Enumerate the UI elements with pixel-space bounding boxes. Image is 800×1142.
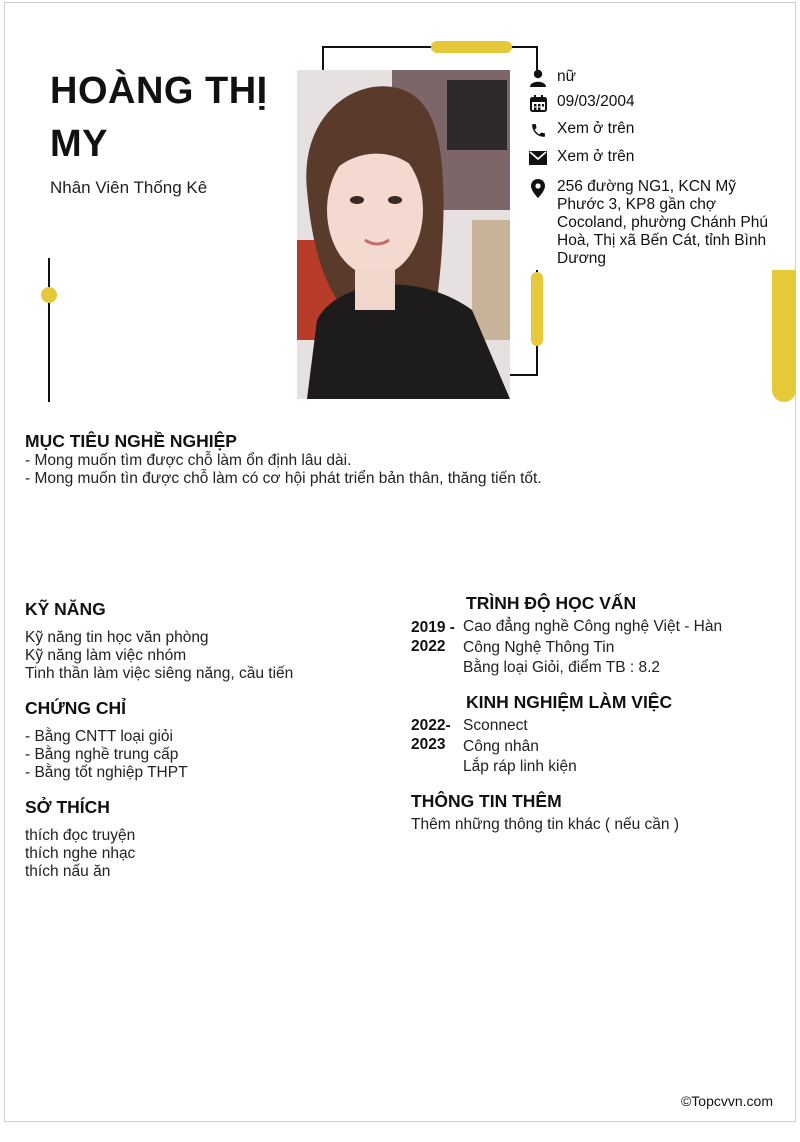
skills-list <box>25 629 385 683</box>
decor-yellow-bar-right <box>531 272 543 346</box>
extra-info-title: THÔNG TIN THÊM <box>411 791 562 811</box>
address-row <box>528 178 778 268</box>
experience-company: Sconnect <box>463 717 528 734</box>
hobbies-title: SỞ THÍCH <box>25 797 110 817</box>
gender-value: nữ <box>557 68 576 85</box>
hobby-item: thích đọc truyện <box>25 827 136 844</box>
certificates-list <box>25 728 385 782</box>
job-title: Nhân Viên Thống Kê <box>50 178 208 197</box>
email-value: Xem ở trên <box>557 148 635 165</box>
education-grade: Bằng loại Giỏi, điểm TB : 8.2 <box>463 659 661 676</box>
education-year-start: 2019 - <box>411 619 455 636</box>
education-title: TRÌNH ĐỘ HỌC VẤN <box>466 593 637 613</box>
decor-yellow-dot <box>41 287 57 303</box>
photo-frame-left <box>322 46 324 72</box>
certificate-item: - Bằng tốt nghiệp THPT <box>25 764 188 781</box>
gender-row <box>528 68 778 88</box>
education-year-end: 2022 <box>411 638 446 655</box>
objective-body <box>25 452 765 488</box>
hobby-item: thích nghe nhạc <box>25 845 136 862</box>
education-school: Cao đẳng nghề Công nghệ Việt - Hàn <box>463 618 723 635</box>
certificate-item: - Bằng nghề trung cấp <box>25 746 179 763</box>
name-line-1: HOÀNG THỊ <box>50 70 268 112</box>
calendar-icon <box>528 93 548 113</box>
person-icon <box>528 68 548 88</box>
certificates-title: CHỨNG CHỈ <box>25 698 127 718</box>
photo-frame-bottom <box>508 374 538 376</box>
mail-icon <box>528 148 548 168</box>
skill-item: Kỹ năng làm việc nhóm <box>25 647 187 664</box>
experience-year-start: 2022- <box>411 717 451 734</box>
experience-title: KINH NGHIỆM LÀM VIỆC <box>466 692 673 712</box>
profile-photo-illustration <box>297 70 510 399</box>
phone-icon <box>528 120 548 140</box>
education-major: Công Nghệ Thông Tin <box>463 638 615 656</box>
candidate-name <box>50 65 290 171</box>
decor-vertical-line <box>48 258 50 402</box>
experience-duty: Lắp ráp linh kiện <box>463 758 577 775</box>
experience-details <box>463 716 783 778</box>
objective-line: - Mong muốn tìn được chỗ làm có cơ hội phát triển bản thân, thăng tiến tốt. <box>25 470 542 487</box>
name-line-2: MY <box>50 123 108 165</box>
hobby-item: thích nấu ăn <box>25 863 111 880</box>
skill-item: Kỹ năng tin học văn phòng <box>25 629 209 646</box>
copyright-footer[interactable]: ©Topcvvn.com <box>680 1093 773 1109</box>
objective-title: MỤC TIÊU NGHỀ NGHIỆP <box>25 431 237 451</box>
phone-row <box>528 120 778 140</box>
experience-year-end: 2023 <box>411 736 446 753</box>
address-value: 256 đường NG1, KCN Mỹ Phước 3, KP8 gần chợ Cocoland, phường Chánh Phú Hoà, Thị xã Bến Cát, tỉnh Bình Dương <box>557 178 768 267</box>
skills-title: KỸ NĂNG <box>25 599 106 619</box>
skill-item: Tinh thần làm việc siêng năng, cầu tiến <box>25 665 294 682</box>
experience-position: Công nhân <box>463 737 539 755</box>
dob-value: 09/03/2004 <box>557 93 635 110</box>
hobbies-list <box>25 827 385 881</box>
education-years <box>411 618 463 656</box>
decor-yellow-bar-top <box>431 41 512 53</box>
objective-line: - Mong muốn tìm được chỗ làm ổn định lâu dài. <box>25 452 352 469</box>
certificate-item: - Bằng CNTT loại giỏi <box>25 728 173 745</box>
profile-photo <box>297 70 510 399</box>
dob-row <box>528 93 778 113</box>
location-pin-icon <box>528 178 548 198</box>
extra-info-text: Thêm những thông tin khác ( nếu cần ) <box>411 816 680 833</box>
email-row <box>528 148 778 168</box>
decor-yellow-side-tab <box>772 270 796 402</box>
phone-value: Xem ở trên <box>557 120 635 137</box>
photo-frame-right-top <box>536 46 538 70</box>
education-details <box>463 617 783 679</box>
experience-years <box>411 716 463 754</box>
